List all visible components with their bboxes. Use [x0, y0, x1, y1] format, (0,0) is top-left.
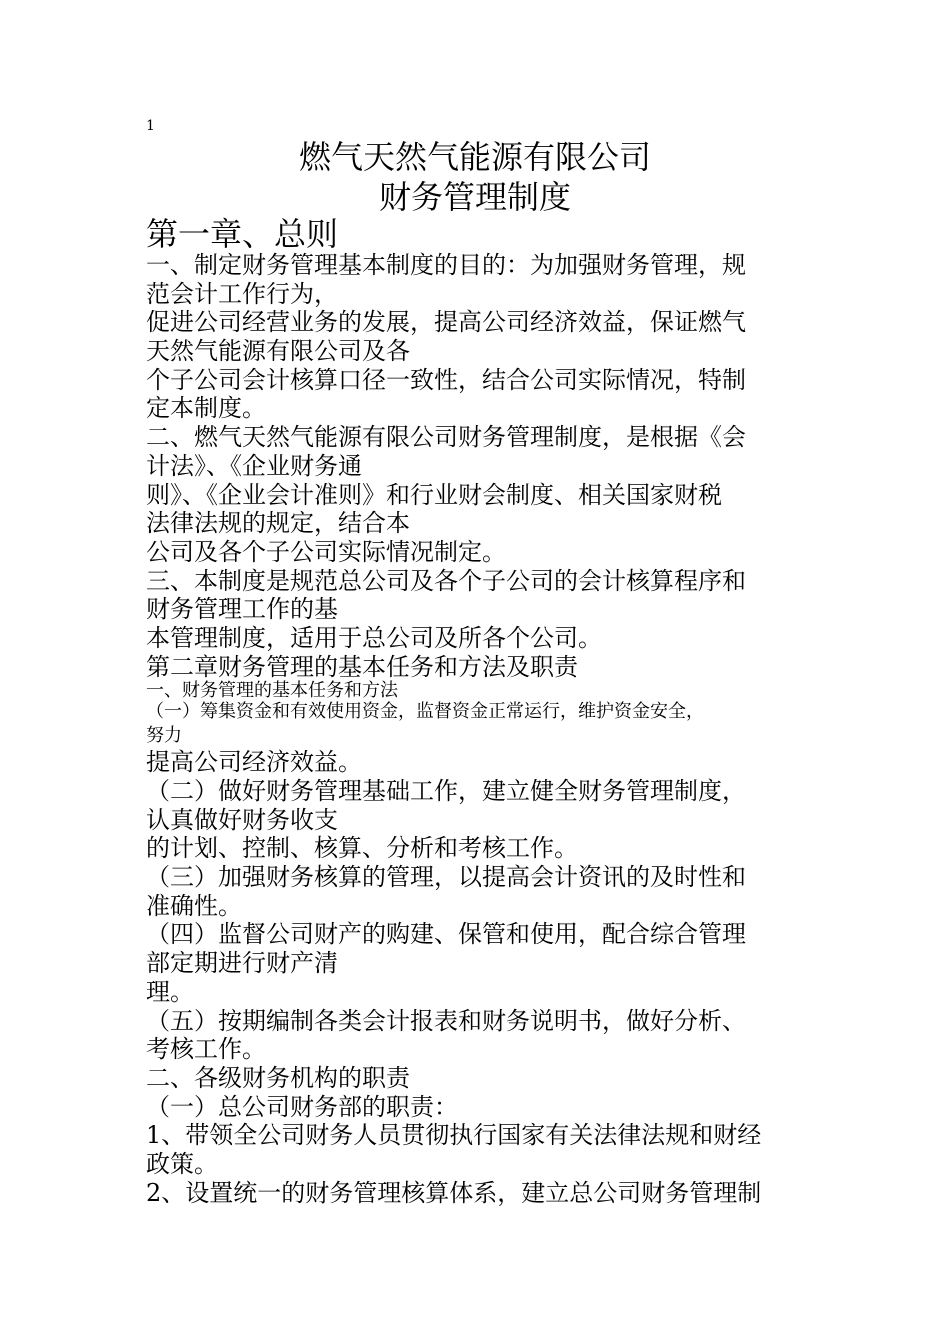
- text-line: 二、燃气天然气能源有限公司财务管理制度，是根据《会: [146, 423, 746, 452]
- text-line: （三）加强财务核算的管理，以提高会计资讯的及时性和: [146, 863, 746, 892]
- document-title-company: 燃气天然气能源有限公司: [298, 138, 651, 176]
- text-line: （二）做好财务管理基础工作，建立健全财务管理制度，: [146, 777, 746, 805]
- text-line: 法律法规的规定，结合本: [146, 509, 410, 538]
- text-line: 定本制度。: [146, 394, 266, 423]
- page-number: 1: [146, 118, 155, 134]
- text-line: （一）总公司财务部的职责：: [146, 1092, 458, 1121]
- text-line: 准确性。: [146, 891, 242, 920]
- text-line: 三、本制度是规范总公司及各个子公司的会计核算程序和: [146, 566, 746, 595]
- text-line: 的计划、控制、核算、分析和考核工作。: [146, 834, 578, 863]
- text-line: 范会计工作行为，: [146, 279, 338, 308]
- text-line: 2、设置统一的财务管理核算体系，建立总公司财务管理制: [146, 1178, 762, 1207]
- text-line: 1、带领全公司财务人员贯彻执行国家有关法律法规和财经: [146, 1121, 762, 1150]
- text-line: 部定期进行财产清: [146, 949, 338, 978]
- text-line-small: （一）筹集资金和有效使用资金，监督资金正常运行，维护资金安全，: [146, 701, 704, 723]
- text-line: （五）按期编制各类会计报表和财务说明书，做好分析、: [146, 1006, 746, 1035]
- document-title-subject: 财务管理制度: [378, 178, 571, 216]
- text-line: 理。: [146, 977, 194, 1006]
- text-line: 政策。: [146, 1149, 218, 1178]
- chapter-heading: 第一章、总则: [146, 215, 339, 253]
- text-line: 认真做好财务收支: [146, 805, 338, 834]
- text-line: 考核工作。: [146, 1035, 266, 1064]
- document-body: [146, 251, 826, 1207]
- text-line: 则》、《企业会计准则》和行业财会制度、相关国家财税: [146, 480, 722, 509]
- section-heading-small: 一、财务管理的基本任务和方法: [146, 680, 398, 702]
- text-line: 财务管理工作的基: [146, 595, 338, 624]
- text-line: 提高公司经济效益。: [146, 748, 362, 777]
- text-line: 个子公司会计核算口径一致性，结合公司实际情况，特制: [146, 365, 746, 394]
- text-line: （四）监督公司财产的购建、保管和使用，配合综合管理: [146, 920, 746, 949]
- chapter-two-heading: 第二章财务管理的基本任务和方法及职责: [146, 652, 578, 681]
- text-line: 促进公司经营业务的发展，提高公司经济效益，保证燃气: [146, 308, 746, 337]
- text-line: 一、制定财务管理基本制度的目的：为加强财务管理，规: [146, 251, 746, 279]
- text-line: 公司及各个子公司实际情况制定。: [146, 537, 506, 566]
- text-line: 本管理制度，适用于总公司及所各个公司。: [146, 623, 602, 652]
- text-line: 天然气能源有限公司及各: [146, 337, 410, 366]
- text-line: 计法》、《企业财务通: [146, 451, 362, 480]
- section-heading: 二、各级财务机构的职责: [146, 1063, 410, 1092]
- text-line-small: 努力: [146, 725, 182, 747]
